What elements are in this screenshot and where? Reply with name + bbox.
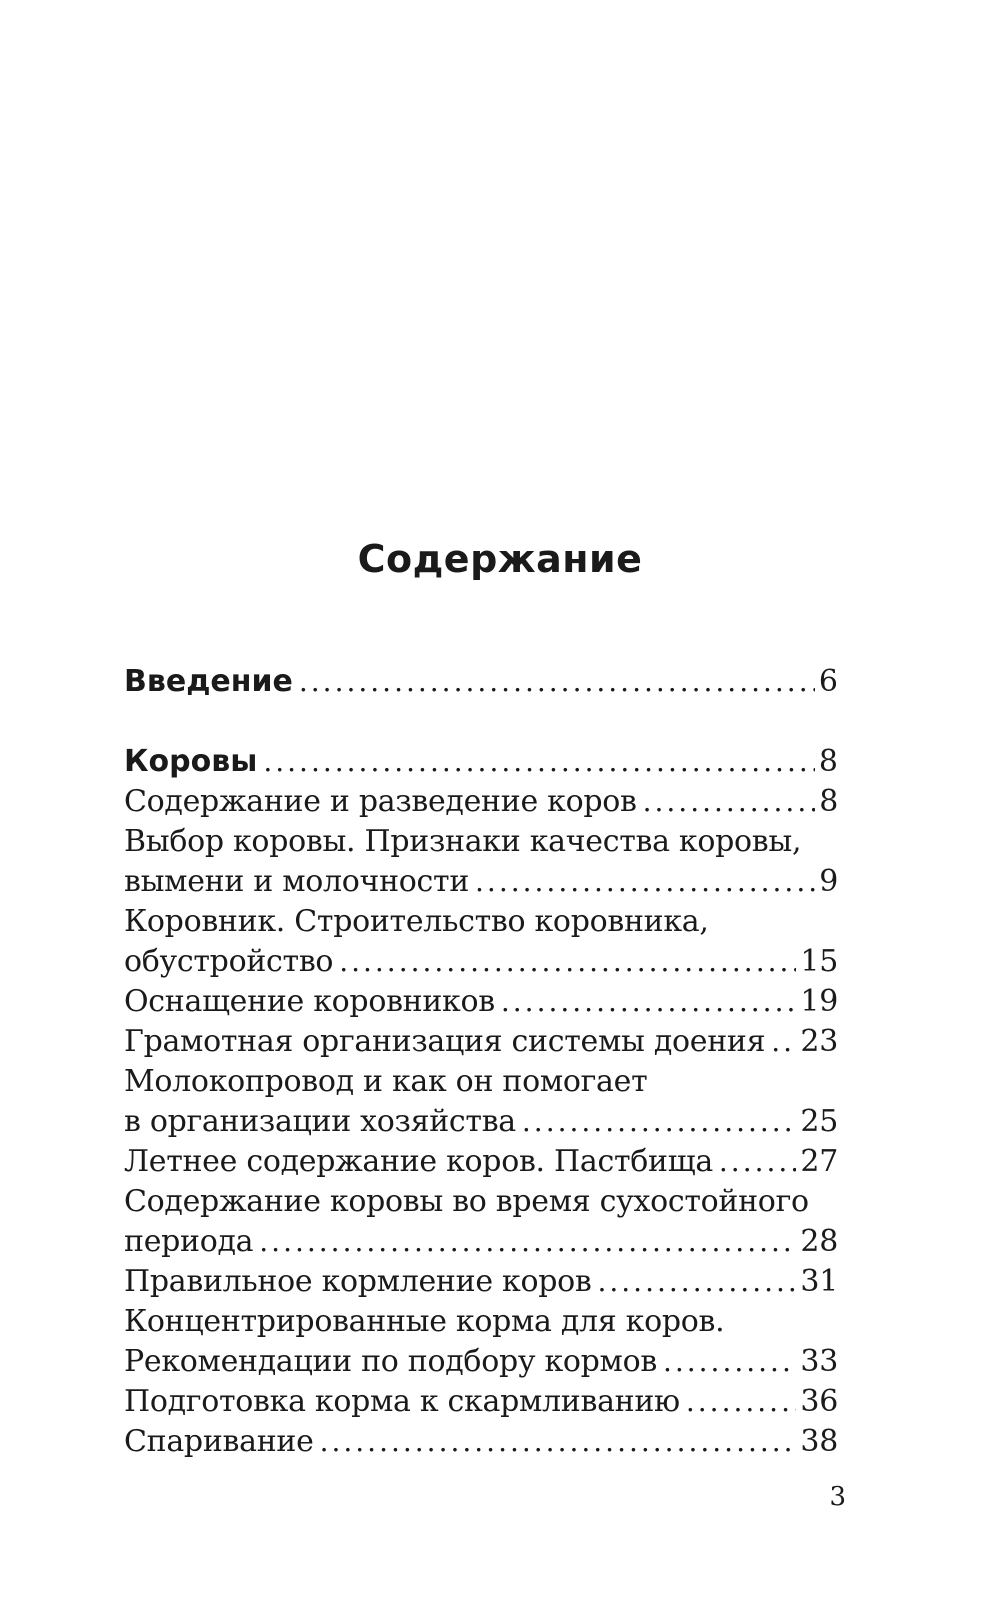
toc-entry (124, 862, 838, 902)
toc-entry (124, 1302, 838, 1342)
toc-entry (124, 1022, 838, 1062)
toc-entry-page: 25 (800, 1104, 838, 1139)
dot-leader (299, 662, 815, 702)
toc-entry-title: Спаривание (124, 1424, 314, 1459)
toc-entry (124, 1182, 838, 1222)
dot-leader (501, 982, 797, 1022)
toc-entry-title: Летнее содержание коров. Пастбища (124, 1144, 713, 1179)
toc-entry (124, 662, 838, 702)
toc-entry-title: вымени и молочности (124, 864, 470, 899)
toc-entry-page: 31 (800, 1264, 838, 1299)
toc-entry-title: Выбор коровы. Признаки качества коровы, (124, 824, 802, 859)
toc-entry-title: обустройство (124, 944, 334, 979)
toc-entry-title: Оснащение коровников (124, 984, 495, 1019)
dot-leader (522, 1102, 797, 1142)
dot-leader (475, 862, 815, 902)
toc-entry-title: Молокопровод и как он помогает (124, 1064, 648, 1099)
toc-entry (124, 1382, 838, 1422)
toc-entry (124, 1262, 838, 1302)
toc-entry (124, 982, 838, 1022)
section-gap (124, 702, 838, 742)
toc-entry-page: 19 (800, 984, 838, 1019)
toc-entry-page: 28 (800, 1224, 838, 1259)
toc-entry-title: Грамотная организация системы доения (124, 1024, 766, 1059)
dot-leader (719, 1142, 797, 1182)
toc-entry-page: 33 (800, 1344, 838, 1379)
toc-entry-title: Коровы (124, 744, 258, 779)
dot-leader (663, 1342, 796, 1382)
dot-leader (686, 1382, 797, 1422)
toc-entry-title: Коровник. Строительство коровника, (124, 904, 709, 939)
toc-entry-title: Рекомендации по подбору кормов (124, 1344, 657, 1379)
toc-entry-page: 6 (818, 664, 838, 699)
toc-entry-title: Введение (124, 664, 293, 699)
toc-entry (124, 1342, 838, 1382)
page-title: Содержание (357, 537, 643, 581)
dot-leader (643, 782, 816, 822)
page-number: 3 (829, 1482, 846, 1512)
dot-leader (339, 942, 796, 982)
toc-entry-title: в организации хозяйства (124, 1104, 516, 1139)
toc-entry-page: 9 (819, 864, 838, 899)
toc-entry-page: 27 (800, 1144, 838, 1179)
toc-entry (124, 1142, 838, 1182)
toc-entry (124, 742, 838, 782)
dot-leader (597, 1262, 796, 1302)
dot-leader (259, 1222, 796, 1262)
toc-entry (124, 1222, 838, 1262)
toc-entry-page: 23 (800, 1024, 838, 1059)
toc-entry-title: Подготовка корма к скармливанию (124, 1384, 680, 1419)
toc-entry (124, 942, 838, 982)
toc-entry-title: периода (124, 1224, 254, 1259)
dot-leader (320, 1422, 797, 1462)
table-of-contents (124, 662, 838, 1462)
toc-entry (124, 1102, 838, 1142)
toc-entry-title: Концентрированные корма для коров. (124, 1304, 725, 1339)
toc-entry (124, 822, 838, 862)
toc-entry-page: 8 (819, 784, 838, 819)
toc-entry (124, 1062, 838, 1102)
dot-leader (263, 742, 815, 782)
toc-entry-title: Содержание коровы во время сухостойного (124, 1184, 809, 1219)
toc-entry (124, 1422, 838, 1462)
toc-entry-title: Содержание и разведение коров (124, 784, 637, 819)
toc-entry-page: 8 (818, 744, 838, 779)
toc-entry (124, 902, 838, 942)
toc-entry-title: Правильное кормление коров (124, 1264, 592, 1299)
toc-entry-page: 38 (800, 1424, 838, 1459)
toc-entry (124, 782, 838, 822)
dot-leader (771, 1022, 796, 1062)
toc-entry-page: 15 (800, 944, 838, 979)
toc-entry-page: 36 (800, 1384, 838, 1419)
